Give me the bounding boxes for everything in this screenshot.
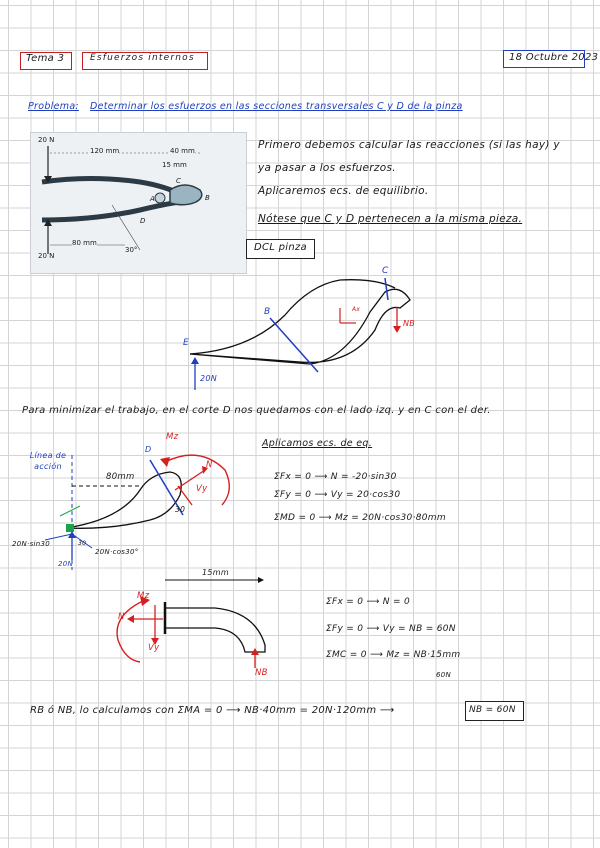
problem-statement: Determinar los esfuerzos en las secciones transversales C y D de la pinza [90, 101, 463, 112]
dcl-force-nb: NB [403, 319, 416, 328]
sec-d-comp-sin: 20N·sin30 [12, 540, 51, 548]
fig-pt-a: A [150, 195, 155, 203]
sec-c-moment: Mz [137, 591, 150, 601]
fig-pt-b: B [205, 194, 210, 202]
eq-c-3: ΣMC = 0 ⟶ Mz = NB·15mm [326, 650, 461, 660]
note-line-2: ya pasar a los esfuerzos. [258, 162, 396, 174]
fig-dim-40: 40 mm [170, 147, 195, 155]
eq-c-3-sub: 60N [436, 671, 452, 679]
sec-d-label-d: D [145, 445, 152, 454]
fig-force-bottom: 20 N [38, 252, 55, 260]
fig-pt-d: D [140, 217, 146, 225]
sec-d-comp-cos: 20N·cos30° [95, 548, 139, 556]
eq-d-heading: Aplicamos ecs. de eq. [262, 438, 373, 449]
eq-d-3: ΣMD = 0 ⟶ Mz = 20N·cos30·80mm [274, 513, 446, 523]
sec-d-dim-80: 80mm [106, 472, 135, 482]
topic-label: Esfuerzos internos [90, 53, 195, 63]
sec-d-small-angle: 30 [78, 540, 87, 547]
fig-angle: 30° [125, 246, 138, 254]
result-value: NB = 60N [469, 705, 516, 715]
fig-dim-15: 15 mm [162, 161, 187, 169]
sec-d-force-20n: 20N [58, 560, 74, 568]
eq-d-2: ΣFy = 0 ⟶ Vy = 20·cos30 [274, 490, 401, 500]
dcl-force-e: 20N [200, 374, 218, 383]
tema-label: Tema 3 [26, 53, 65, 64]
sec-d-normal: N [206, 460, 213, 470]
eq-c-1: ΣFx = 0 ⟶ N = 0 [326, 597, 411, 607]
sec-d-moment: Mz [166, 432, 179, 442]
dcl-axes-label: Ax [352, 306, 361, 313]
eq-c-2: ΣFy = 0 ⟶ Vy = NB = 60N [326, 624, 456, 634]
bottom-note: RB ó NB, lo calculamos con ΣMA = 0 ⟶ NB·40mm = 20N·120mm ⟶ [30, 705, 395, 716]
sec-d-shear: Vy [196, 484, 208, 494]
fig-dim-80: 80 mm [72, 239, 97, 247]
note-line-4: Nótese que C y D pertenecen a la misma pieza. [258, 213, 523, 225]
fig-force-top: 20 N [38, 136, 55, 144]
fig-dim-120: 120 mm [90, 147, 120, 155]
eq-d-1: ΣFx = 0 ⟶ N = -20·sin30 [274, 472, 397, 482]
sec-c-normal: N [118, 612, 125, 622]
note-line-1: Primero debemos calcular las reacciones (si las hay) y [258, 139, 560, 151]
problem-label: Problema: [28, 101, 79, 112]
line-of-action-label: Línea de acción [29, 451, 67, 471]
dcl-label-e: E [183, 338, 189, 348]
sec-d-angle: 30 [175, 505, 186, 514]
dcl-label-b: B [264, 307, 271, 317]
dcl-label-c: C [382, 266, 389, 276]
fig-pt-c: C [176, 177, 181, 185]
date-label: 18 Octubre 2023 [509, 52, 599, 63]
minimize-note: Para minimizar el trabajo, en el corte D nos quedamos con el lado izq. y en C con el der. [22, 405, 491, 416]
note-line-3: Aplicaremos ecs. de equilibrio. [258, 185, 429, 197]
dcl-label: DCL pinza [254, 242, 307, 253]
sec-c-dim-15: 15mm [202, 568, 229, 577]
sec-c-shear: Vy [148, 643, 160, 653]
sec-c-force-nb: NB [255, 668, 268, 678]
